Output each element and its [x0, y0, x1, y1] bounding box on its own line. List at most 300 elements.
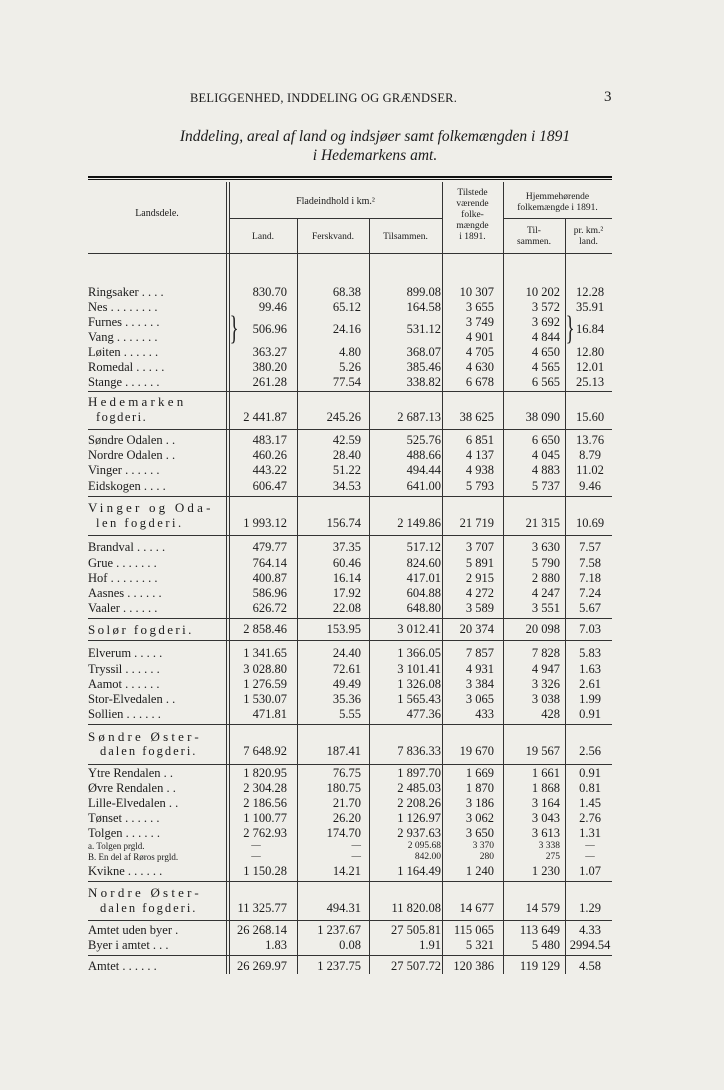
- col-hjemmehorende-line: Hjemmehørende: [525, 192, 590, 202]
- freshwater-area: 180.75: [326, 781, 361, 795]
- district-name: Brandval . . . . .: [88, 540, 166, 554]
- district-name: Aamot . . . . . .: [88, 677, 160, 691]
- density: —: [585, 852, 595, 862]
- district-name: Vaaler . . . . . .: [88, 601, 158, 615]
- table-title-line-2: i Hedemarkens amt.: [312, 147, 438, 164]
- fogderi-total-row: [88, 744, 612, 759]
- total-area: 2 485.03: [397, 781, 441, 795]
- resident-population: 3 613: [531, 826, 560, 840]
- district-name: Nordre Odalen . .: [88, 448, 176, 462]
- col-ferskvand: Ferskvand.: [312, 232, 354, 242]
- district-name: Vinger . . . . . .: [88, 463, 160, 477]
- density: 8.79: [579, 448, 601, 462]
- resident-population: 5 790: [531, 556, 560, 570]
- total-area: 1 897.70: [397, 766, 441, 780]
- density: 2.56: [579, 744, 601, 758]
- density: 25.13: [575, 375, 605, 389]
- resident-population: 7 828: [531, 646, 560, 660]
- district-name: Grue . . . . . . .: [88, 556, 157, 570]
- resident-population: 1 661: [531, 766, 560, 780]
- table-row: [88, 677, 612, 692]
- density: 13.76: [575, 433, 605, 447]
- freshwater-area: 187.41: [326, 744, 361, 758]
- freshwater-area: 24.16: [332, 322, 361, 336]
- present-population: 5 793: [465, 479, 494, 493]
- freshwater-area: 72.61: [332, 662, 361, 676]
- district-name: Romedal . . . . .: [88, 360, 165, 374]
- resident-population: 3 572: [531, 300, 560, 314]
- col-tilstede-line: værende: [456, 199, 489, 209]
- freshwater-area: 5.26: [339, 360, 361, 374]
- present-population: 3 186: [465, 796, 494, 810]
- density: 4.58: [579, 959, 601, 973]
- running-header: [0, 91, 724, 111]
- total-area: 1 565.43: [397, 692, 441, 706]
- district-name: Nes . . . . . . . .: [88, 300, 158, 314]
- section-rule: [88, 496, 612, 497]
- land-area: 3 028.80: [243, 662, 287, 676]
- freshwater-area: 42.59: [332, 433, 361, 447]
- section-rule: [88, 764, 612, 765]
- section-rule: [88, 391, 612, 392]
- density: —: [585, 841, 595, 851]
- total-area: 1 366.05: [397, 646, 441, 660]
- section-rule: [88, 724, 612, 725]
- present-population: 4 137: [465, 448, 494, 462]
- fogderi-total-row: [88, 901, 612, 916]
- district-name: Lille-Elvedalen . .: [88, 796, 179, 810]
- density: 12.01: [575, 360, 605, 374]
- total-area: 1 164.49: [397, 864, 441, 878]
- table-title: [80, 127, 670, 165]
- present-population: 1 669: [465, 766, 494, 780]
- fogderi-name: Solør fogderi.: [88, 622, 194, 637]
- resident-population: 10 202: [525, 285, 560, 299]
- col-til-sammen-line: Til-: [527, 226, 541, 236]
- table-row: [88, 463, 612, 478]
- density: 35.91: [575, 300, 605, 314]
- density: 7.24: [579, 586, 601, 600]
- col-tilstede-line: i 1891.: [459, 232, 486, 242]
- present-population: 2 915: [465, 571, 494, 585]
- brace-icon: }: [565, 310, 575, 347]
- table-row: [88, 448, 612, 463]
- resident-population: 6 565: [531, 375, 560, 389]
- land-area: 1 100.77: [243, 811, 287, 825]
- header-bottom-rule: [88, 253, 612, 254]
- district-name: Søndre Odalen . .: [88, 433, 176, 447]
- district-name: Løiten . . . . . .: [88, 345, 159, 359]
- table-row: [88, 375, 612, 390]
- total-area: 604.88: [406, 586, 441, 600]
- land-area: 1 276.59: [243, 677, 287, 691]
- present-population: 3 707: [465, 540, 494, 554]
- table-row: [88, 692, 612, 707]
- resident-population: 3 043: [531, 811, 560, 825]
- col-fladeindhold: Fladeindhold i km.²: [296, 196, 375, 207]
- resident-population: 3 692: [531, 315, 560, 329]
- freshwater-area: 1 237.67: [317, 923, 361, 937]
- total-area: 1.91: [419, 938, 441, 952]
- density: 12.28: [575, 285, 605, 299]
- table-row: [88, 433, 612, 448]
- fogderi-total-row: [88, 622, 612, 637]
- total-area: 3 012.41: [397, 622, 441, 636]
- present-population: 115 065: [453, 923, 494, 937]
- density: 5.83: [579, 646, 601, 660]
- density: 5.67: [579, 601, 601, 615]
- land-area: 1 341.65: [243, 646, 287, 660]
- grand-total-row: [88, 959, 612, 974]
- present-population: 280: [479, 852, 494, 862]
- freshwater-area: 76.75: [332, 766, 361, 780]
- density: 10.69: [575, 516, 605, 530]
- present-population: 10 307: [459, 285, 494, 299]
- fogderi-name: Hedemarken: [88, 394, 187, 409]
- col-pr-km-line: land.: [579, 237, 598, 247]
- density: 1.07: [579, 864, 601, 878]
- freshwater-area: 35.36: [332, 692, 361, 706]
- present-population: 4 630: [465, 360, 494, 374]
- resident-population: 1 230: [531, 864, 560, 878]
- land-area: 443.22: [252, 463, 287, 477]
- section-rule: [88, 618, 612, 619]
- total-area: 27 505.81: [391, 923, 441, 937]
- district-name: Vang . . . . . . .: [88, 330, 158, 344]
- header-rule: [503, 218, 612, 219]
- col-til-sammen-line: sammen.: [516, 237, 552, 247]
- density: 9.46: [579, 479, 601, 493]
- table-subrow: [88, 841, 612, 852]
- table-subrow: [88, 852, 612, 863]
- table-row: [88, 360, 612, 375]
- freshwater-area: 494.31: [326, 901, 361, 915]
- present-population: 4 272: [465, 586, 494, 600]
- district-name: Stor-Elvedalen . .: [88, 692, 176, 706]
- header-rule: [229, 218, 442, 219]
- land-area: 1 530.07: [243, 692, 287, 706]
- land-area: 479.77: [252, 540, 287, 554]
- density: 1.45: [579, 796, 601, 810]
- land-area: 483.17: [252, 433, 287, 447]
- table-row: [88, 479, 612, 494]
- resident-population: 20 098: [525, 622, 560, 636]
- total-area: 164.58: [406, 300, 441, 314]
- freshwater-area: 1 237.75: [317, 959, 361, 973]
- resident-population: 119 129: [519, 959, 560, 973]
- brace-icon: }: [229, 310, 239, 347]
- density: 15.60: [575, 410, 605, 424]
- resident-population: 4 844: [531, 330, 560, 344]
- total-area: 899.08: [406, 285, 441, 299]
- total-area: 417.01: [406, 571, 441, 585]
- land-area: 26 268.14: [237, 923, 287, 937]
- present-population: 4 705: [465, 345, 494, 359]
- present-population: 3 065: [465, 692, 494, 706]
- table-row: [88, 646, 612, 661]
- density: 1.63: [579, 662, 601, 676]
- land-area: 606.47: [252, 479, 287, 493]
- land-area: 764.14: [252, 556, 287, 570]
- table-row: [88, 345, 612, 360]
- resident-population: 4 565: [531, 360, 560, 374]
- density: 2994.54: [569, 938, 611, 952]
- freshwater-area: 65.12: [332, 300, 361, 314]
- present-population: 5 891: [465, 556, 494, 570]
- total-area: 3 101.41: [397, 662, 441, 676]
- table-row: [88, 864, 612, 879]
- present-population: 7 857: [465, 646, 494, 660]
- land-area: —: [251, 841, 261, 851]
- resident-population: 428: [541, 707, 560, 721]
- top-rule: [88, 176, 612, 178]
- col-tilstede-line: mængde: [456, 221, 489, 231]
- density: 11.02: [576, 463, 604, 477]
- resident-population: 2 880: [531, 571, 560, 585]
- land-area: 26 269.97: [237, 959, 287, 973]
- present-population: 19 670: [459, 744, 494, 758]
- table-row: [88, 540, 612, 555]
- present-population: 6 851: [465, 433, 494, 447]
- resident-population: 6 650: [531, 433, 560, 447]
- present-population: 1 240: [465, 864, 494, 878]
- fogderi-total-row: [88, 410, 612, 425]
- total-area: 641.00: [406, 479, 441, 493]
- col-tilstede-line: Tilstede: [457, 188, 488, 198]
- total-area: 2 937.63: [397, 826, 441, 840]
- freshwater-area: 14.21: [332, 864, 361, 878]
- section-rule: [88, 881, 612, 882]
- land-area: 11 325.77: [237, 901, 287, 915]
- present-population: 120 386: [453, 959, 494, 973]
- resident-population: 4 883: [531, 463, 560, 477]
- density: 4.33: [579, 923, 601, 937]
- col-tilsammen: Tilsammen.: [383, 232, 428, 242]
- col-pr-km: [565, 226, 612, 248]
- density: 16.84: [575, 322, 605, 336]
- total-area: 494.44: [406, 463, 441, 477]
- resident-population: 113 649: [519, 923, 560, 937]
- freshwater-area: 4.80: [339, 345, 361, 359]
- land-area: 261.28: [252, 375, 287, 389]
- present-population: 3 589: [465, 601, 494, 615]
- total-area: 477.36: [406, 707, 441, 721]
- land-area: 2 441.87: [243, 410, 287, 424]
- section-rule: [88, 955, 612, 956]
- freshwater-area: 37.35: [332, 540, 361, 554]
- resident-population: 4 247: [531, 586, 560, 600]
- land-area: 626.72: [252, 601, 287, 615]
- freshwater-area: 21.70: [332, 796, 361, 810]
- land-area: 380.20: [252, 360, 287, 374]
- land-area: 2 858.46: [243, 622, 287, 636]
- resident-population: 4 650: [531, 345, 560, 359]
- total-area: 1 326.08: [397, 677, 441, 691]
- col-til-sammen: [503, 226, 565, 248]
- freshwater-area: 5.55: [339, 707, 361, 721]
- table-row: [88, 556, 612, 571]
- resident-population: 275: [545, 852, 560, 862]
- table-row: [88, 662, 612, 677]
- section-rule: [88, 535, 612, 536]
- table-row: [88, 285, 612, 300]
- total-area: 2 208.26: [397, 796, 441, 810]
- total-area: 1 126.97: [397, 811, 441, 825]
- density: 0.91: [579, 707, 601, 721]
- land-area: 1.83: [265, 938, 287, 952]
- total-area: 488.66: [406, 448, 441, 462]
- table-row: [88, 826, 612, 841]
- land-area: 400.87: [252, 571, 287, 585]
- land-area: 471.81: [252, 707, 287, 721]
- freshwater-area: 156.74: [326, 516, 361, 530]
- fogderi-name-cont: dalen fogderi.: [100, 901, 198, 915]
- district-name: Aasnes . . . . . .: [88, 586, 162, 600]
- present-population: 433: [475, 707, 494, 721]
- density: 1.31: [579, 826, 601, 840]
- fogderi-total-row: [88, 516, 612, 531]
- table-row: [88, 707, 612, 722]
- running-title: BELIGGENHED, INDDELING OG GRÆNDSER.: [190, 91, 458, 105]
- fogderi-name: Nordre Øster-: [88, 885, 202, 900]
- density: 2.61: [579, 677, 601, 691]
- section-rule: [88, 429, 612, 430]
- table-row: [88, 601, 612, 616]
- freshwater-area: 77.54: [332, 375, 361, 389]
- section-rule: [88, 640, 612, 641]
- total-area: 648.80: [406, 601, 441, 615]
- total-area: 7 836.33: [397, 744, 441, 758]
- land-area: 506.96: [252, 322, 287, 336]
- col-pr-km-line: pr. km.²: [573, 226, 604, 236]
- district-name: Kvikne . . . . . .: [88, 864, 163, 878]
- resident-population: 1 868: [531, 781, 560, 795]
- district-name: Tolgen . . . . . .: [88, 826, 161, 840]
- present-population: 3 749: [465, 315, 494, 329]
- district-name: Stange . . . . . .: [88, 375, 160, 389]
- density: 7.03: [579, 622, 601, 636]
- land-area: 2 304.28: [243, 781, 287, 795]
- section-rule: [88, 920, 612, 921]
- present-population: 3 062: [465, 811, 494, 825]
- land-area: 586.96: [252, 586, 287, 600]
- table-row: [88, 766, 612, 781]
- freshwater-area: 68.38: [332, 285, 361, 299]
- resident-population: 38 090: [525, 410, 560, 424]
- freshwater-area: 49.49: [332, 677, 361, 691]
- freshwater-area: 26.20: [332, 811, 361, 825]
- land-area: 460.26: [252, 448, 287, 462]
- top-rule-thin: [88, 179, 612, 180]
- summary-name: Byer i amtet . . .: [88, 938, 169, 952]
- density: 12.80: [575, 345, 605, 359]
- density: 0.81: [579, 781, 601, 795]
- land-area: 830.70: [252, 285, 287, 299]
- present-population: 5 321: [465, 938, 494, 952]
- present-population: 21 719: [459, 516, 494, 530]
- land-area: 7 648.92: [243, 744, 287, 758]
- total-area: 27 507.72: [391, 959, 441, 973]
- fogderi-name: Søndre Øster-: [88, 729, 202, 744]
- freshwater-area: 51.22: [332, 463, 361, 477]
- density: 7.18: [579, 571, 601, 585]
- land-area: —: [251, 852, 261, 862]
- total-area: 338.82: [406, 375, 441, 389]
- district-name: Ytre Rendalen . .: [88, 766, 174, 780]
- resident-population: 4 045: [531, 448, 560, 462]
- present-population: 6 678: [465, 375, 494, 389]
- freshwater-area: 245.26: [326, 410, 361, 424]
- density: 2.76: [579, 811, 601, 825]
- col-tilstede: [442, 188, 503, 243]
- district-name: Furnes . . . . . .: [88, 315, 160, 329]
- table-row: [88, 586, 612, 601]
- fogderi-name-cont: len fogderi.: [96, 516, 184, 530]
- resident-population: 3 551: [531, 601, 560, 615]
- resident-population: 5 480: [531, 938, 560, 952]
- land-area: 1 150.28: [243, 864, 287, 878]
- summary-name: Amtet uden byer .: [88, 923, 179, 937]
- present-population: 20 374: [459, 622, 494, 636]
- freshwater-area: 17.92: [332, 586, 361, 600]
- total-area: 517.12: [406, 540, 441, 554]
- present-population: 3 655: [465, 300, 494, 314]
- land-area: 1 820.95: [243, 766, 287, 780]
- fogderi-name-cont: dalen fogderi.: [100, 744, 198, 758]
- freshwater-area: 153.95: [326, 622, 361, 636]
- district-name: B. En del af Røros prgld.: [88, 852, 179, 862]
- page-number: 3: [604, 89, 612, 105]
- resident-population: 19 567: [525, 744, 560, 758]
- land-area: 363.27: [252, 345, 287, 359]
- present-population: 38 625: [459, 410, 494, 424]
- land-area: 2 186.56: [243, 796, 287, 810]
- present-population: 4 938: [465, 463, 494, 477]
- table-row: [88, 300, 612, 315]
- total-area: 11 820.08: [391, 901, 441, 915]
- table-title-line-1: Inddeling, areal af land og indsjøer samt folkemængden i 1891: [179, 128, 571, 145]
- density: 1.29: [579, 901, 601, 915]
- resident-population: 3 164: [531, 796, 560, 810]
- density: 7.58: [579, 556, 601, 570]
- freshwater-area: 24.40: [332, 646, 361, 660]
- fogderi-name-cont: fogderi.: [96, 410, 148, 424]
- land-area: 1 993.12: [243, 516, 287, 530]
- freshwater-area: —: [351, 852, 361, 862]
- district-name: Øvre Rendalen . .: [88, 781, 176, 795]
- present-population: 14 677: [459, 901, 494, 915]
- present-population: 4 901: [465, 330, 494, 344]
- land-area: 2 762.93: [243, 826, 287, 840]
- table-row: [88, 811, 612, 826]
- density: 7.57: [579, 540, 601, 554]
- table-row: [88, 571, 612, 586]
- district-name: Sollien . . . . . .: [88, 707, 161, 721]
- district-name: Ringsaker . . . .: [88, 285, 164, 299]
- total-area: 2 687.13: [397, 410, 441, 424]
- freshwater-area: 60.46: [332, 556, 361, 570]
- present-population: 1 870: [465, 781, 494, 795]
- district-name: Tryssil . . . . . .: [88, 662, 160, 676]
- total-area: 368.07: [406, 345, 441, 359]
- resident-population: 14 579: [525, 901, 560, 915]
- resident-population: 21 315: [525, 516, 560, 530]
- density: 1.99: [579, 692, 601, 706]
- combined-row: [88, 322, 612, 337]
- grand-total-name: Amtet . . . . . .: [88, 959, 157, 973]
- col-hjemmehorende: [503, 192, 612, 214]
- freshwater-area: 28.40: [332, 448, 361, 462]
